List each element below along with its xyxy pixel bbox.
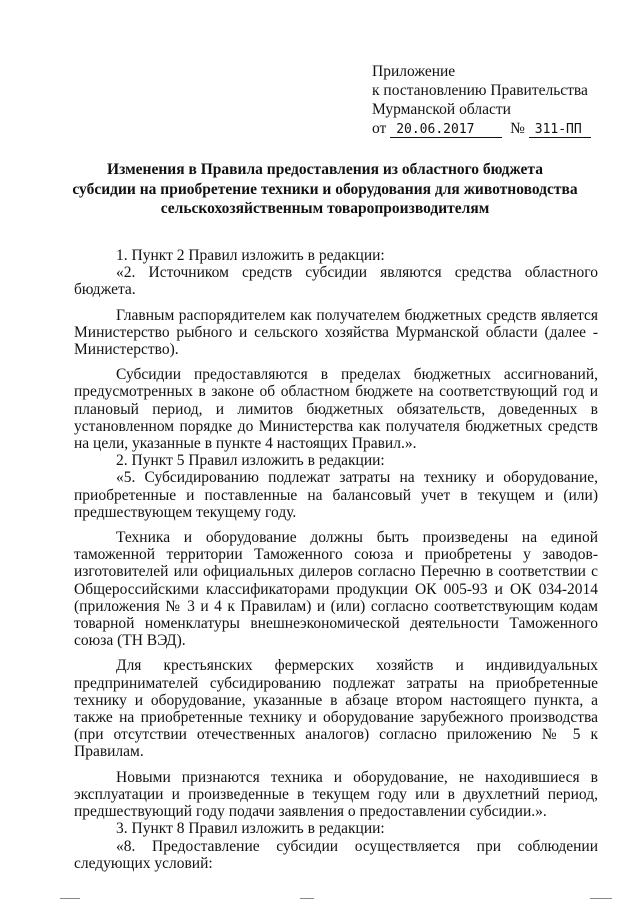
number-prefix: № (510, 120, 525, 137)
paragraph-equipment-origin: Техника и оборудование должны быть произведены на единой таможенной территории Таможенного союза и приобретены у заводов-изготовителей или официальных дилеров согласно Перечню в соответствии с Общероссийскими классификаторами продукции ОК 005-93 и ОК 034-2014 (приложения № 3 и 4 к Правилам) и (или) согласно соответствующим кодам товарной номенклатуры внешнеэкономической деятельности Таможенного союза (ТН ВЭД). (74, 529, 598, 650)
paragraph-item-3: 3. Пункт 8 Правил изложить в редакции: (116, 820, 385, 838)
resolution-date: 20.06.2017 (390, 122, 502, 138)
appendix-header (372, 62, 612, 138)
resolution-number: 311-ПП (529, 122, 591, 138)
paragraph-item-1: 1. Пункт 2 Правил изложить в редакции: (116, 247, 385, 264)
scan-mark (300, 898, 314, 899)
paragraph-new-equipment: Новыми признаются техника и оборудование, не находившиеся в эксплуатации и произведенные в текущем году или в двухлетний период, предшествующий году подачи заявления о предоставлении субсидии.». (74, 768, 598, 821)
appendix-label: Приложение (372, 63, 456, 80)
scan-edge-marks (0, 896, 640, 905)
appendix-date-number-line (372, 119, 612, 138)
document-body (74, 247, 598, 872)
date-prefix: от (372, 120, 387, 137)
paragraph-quote-2: «2. Источником средств субсидии являются средства областного бюджета. (74, 264, 598, 299)
appendix-region-line: Мурманской области (372, 101, 511, 118)
paragraph-item-2: 2. Пункт 5 Правил изложить в редакции: (116, 452, 385, 470)
document-title (60, 160, 590, 219)
paragraph-main-manager: Главным распорядителем как получателем бюджетных средств является Министерство рыбного и сельского хозяйства Мурманской области (далее - Министерство). (74, 306, 598, 359)
title-line-3: сельскохозяйственным товаропроизводителям (160, 200, 490, 217)
paragraph-quote-5: «5. Субсидированию подлежат затраты на технику и оборудование, приобретенные и поставленные на балансовый учет в текущем и (или) предшествующем текущему году. (74, 469, 598, 521)
title-line-2: субсидии на приобретение техники и оборудования для животноводства (72, 180, 578, 198)
title-line-1: Изменения в Правила предоставления из областного бюджета (107, 161, 543, 178)
appendix-resolution-line: к постановлению Правительства (372, 82, 588, 99)
paragraph-farmers: Для крестьянских фермерских хозяйств и индивидуальных предпринимателей субсидированию подлежат затраты на приобретенные технику и оборудование, указанные в абзаце втором настоящего пункта, а также на приобретенные технику и оборудование зарубежного производства (при отсутствии отечественных аналогов) согласно приложению № 5 к Правилам. (74, 657, 598, 761)
paragraph-quote-8: «8. Предоставление субсидии осуществляется при соблюдении следующих условий: (74, 837, 598, 872)
paragraph-subsidies-limits: Субсидии предоставляются в пределах бюджетных ассигнований, предусмотренных в законе об областном бюджете на соответствующий год и плановый период, и лимитов бюджетных обязательств, доведенных в установленном порядке до Министерства как получателя бюджетных средств на цели, указанные в пункте 4 настоящих Правил.». (74, 366, 598, 453)
scan-mark (590, 898, 612, 899)
scan-mark (60, 898, 80, 899)
